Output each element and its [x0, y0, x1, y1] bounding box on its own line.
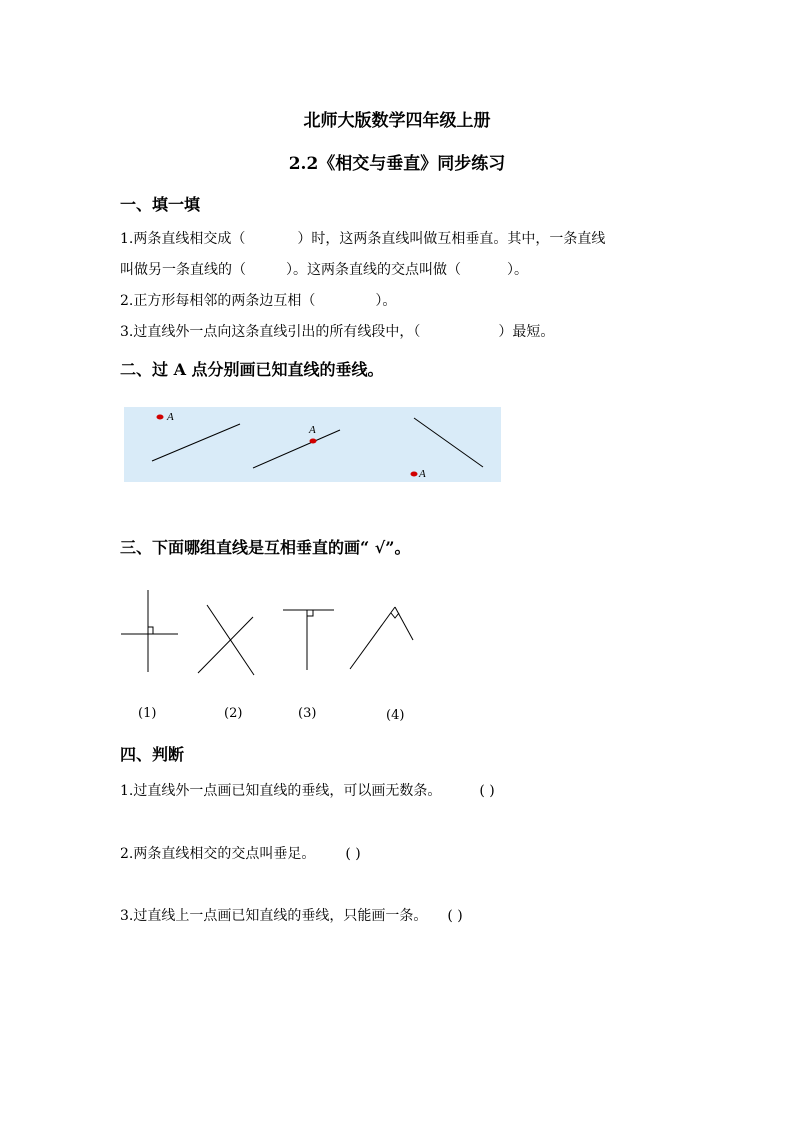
- section4-q3: [120, 905, 463, 925]
- point-a-1-label: A: [167, 411, 174, 423]
- figure-background: [124, 407, 501, 482]
- judge-q2-bracket[interactable]: ( ): [345, 846, 361, 862]
- figure-2-label: (2): [224, 706, 243, 721]
- figure-1-label: (1): [138, 706, 157, 721]
- point-a-2-label: A: [309, 424, 316, 436]
- section4-q1: [120, 780, 495, 800]
- section1-q3: [120, 321, 554, 341]
- q1-part-b: ）时，这两条直线叫做互相垂直。其中，一条直线: [297, 231, 606, 247]
- q1-part-d: ）。这两条直线的交点叫做（: [286, 262, 461, 278]
- q1-part-c: 叫做另一条直线的（: [120, 262, 246, 278]
- q3-part-b: ）最短。: [498, 324, 555, 340]
- point-a-1: [157, 415, 164, 420]
- point-a-3-label: A: [419, 468, 426, 480]
- point-a-3: [411, 472, 418, 477]
- figure-4: [350, 607, 413, 669]
- figure-3-label: (3): [298, 706, 317, 721]
- point-a-2: [310, 439, 317, 444]
- q1-part-e: ）。: [507, 262, 528, 278]
- figure-3: [283, 610, 334, 670]
- section3-heading: 三、下面哪组直线是互相垂直的画“ √”。: [120, 538, 411, 557]
- judge-q1-bracket[interactable]: ( ): [479, 783, 495, 799]
- subtitle-text: 2.2《相交与垂直》同步练习: [288, 154, 506, 174]
- judge-q2-text: 2.两条直线相交的交点叫垂足。: [120, 846, 316, 862]
- section1-q1-line1: [120, 228, 605, 248]
- section4-heading: 四、判断: [120, 745, 185, 764]
- figure-4-label: (4): [386, 708, 405, 723]
- section1-q2: [120, 290, 396, 310]
- figure-2: [198, 605, 254, 675]
- judge-q3-text: 3.过直线上一点画已知直线的垂线，只能画一条。: [120, 908, 428, 924]
- page-subtitle: [0, 149, 794, 174]
- section2-heading: 二、过 A 点分别画已知直线的垂线。: [120, 360, 384, 379]
- q3-part-a: 3.过直线外一点向这条直线引出的所有线段中，（: [120, 324, 421, 340]
- judge-q1-text: 1.过直线外一点画已知直线的垂线，可以画无数条。: [120, 783, 442, 799]
- q1-part-a: 1.两条直线相交成（: [120, 231, 246, 247]
- q2-part-a: 2.正方形每相邻的两条边互相（: [120, 293, 316, 309]
- perpendicular-drawing-figure: [124, 407, 501, 482]
- perpendicular-lines-figures: [115, 585, 425, 680]
- page-title: 北师大版数学四年级上册: [303, 111, 491, 131]
- judge-q3-bracket[interactable]: ( ): [447, 908, 463, 924]
- q2-part-b: ）。: [375, 293, 397, 309]
- section1-q1-line2: [120, 259, 528, 279]
- figure-1: [121, 590, 178, 672]
- section4-q2: [120, 843, 361, 863]
- section1-heading: 一、填一填: [120, 195, 201, 214]
